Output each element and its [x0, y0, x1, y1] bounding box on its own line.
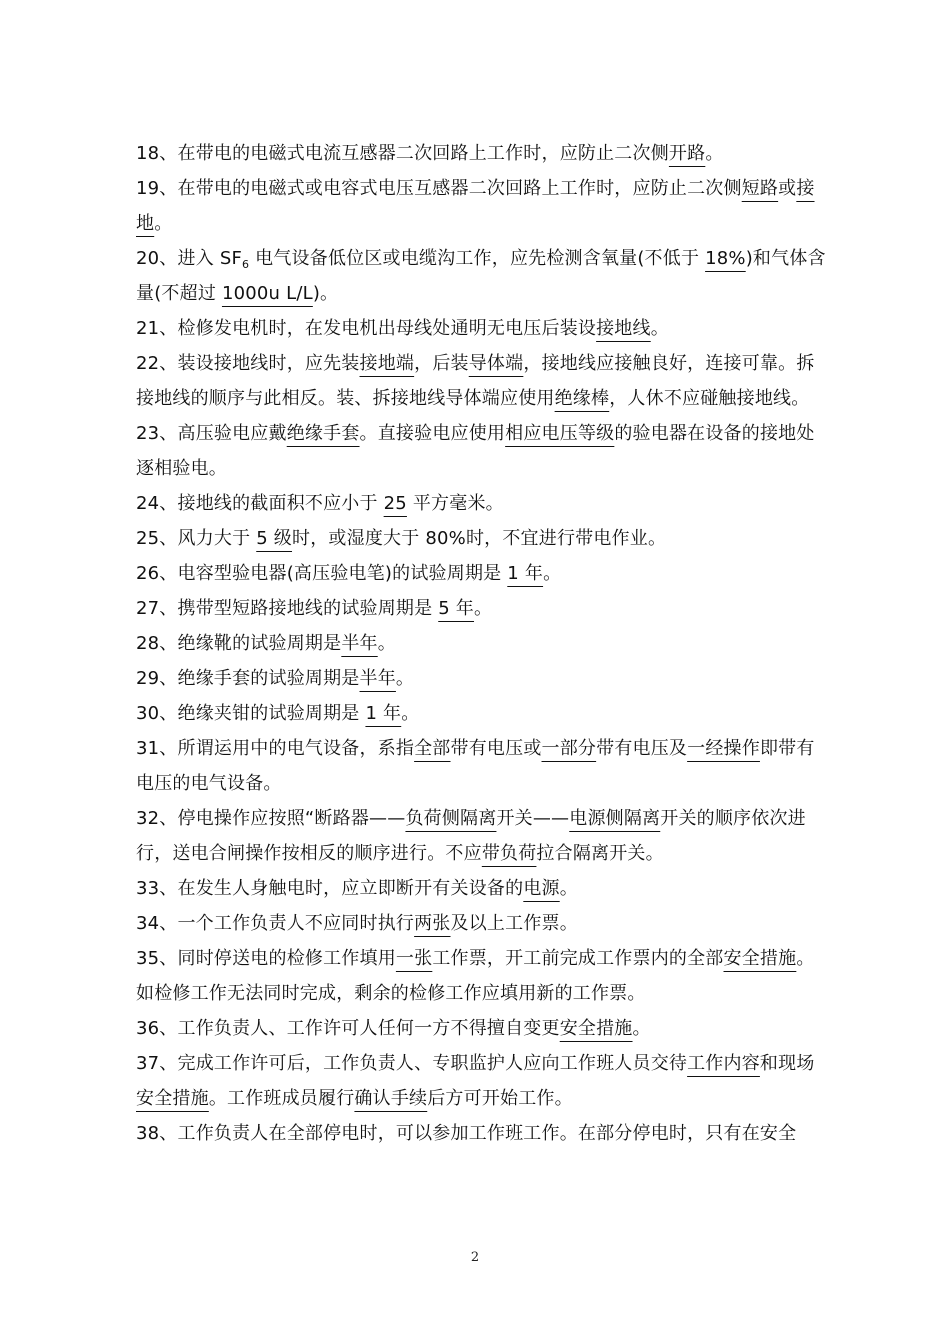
item-text: 33、在发生人身触电时，应立即断开有关设备的 — [136, 878, 524, 899]
item-text: 平方毫米。 — [406, 493, 504, 514]
item-text: 32、停电操作应按照“断路器—— — [136, 808, 406, 829]
item-text: 。 — [650, 318, 669, 339]
list-item — [136, 871, 826, 906]
item-text: 38、工作负责人在全部停电时，可以参加工作班工作。在部分停电时，只有在安全 — [136, 1123, 797, 1144]
answer-blank: 接地 — [136, 178, 815, 234]
list-item — [136, 1046, 826, 1116]
answer-blank: 1 年 — [507, 563, 544, 584]
item-text: 。 — [474, 598, 493, 619]
item-text: 19、在带电的电磁式或电容式电压互感器二次回路上工作时，应防止二次侧 — [136, 178, 742, 199]
item-text: 工作票，开工前完成工作票内的全部 — [432, 948, 724, 969]
answer-blank: 1000u L/L — [221, 283, 313, 304]
item-text: 和现场 — [759, 1053, 815, 1074]
list-item — [136, 241, 826, 311]
list-item — [136, 521, 826, 556]
list-item — [136, 416, 826, 486]
item-text: 。 — [705, 143, 724, 164]
item-text: ，接地线应接触良好，连接可靠。拆接地线的顺序与此相反。装、拆接地线导体端应使用 — [136, 353, 815, 409]
item-text: 电气设备低位区或电缆沟工作，应先检测含氧量(不低于 — [249, 248, 706, 269]
answer-blank: 1 年 — [365, 703, 402, 724]
item-text: 带有电压及 — [596, 738, 688, 759]
item-text: 36、工作负责人、工作许可人任何一方不得擅自变更 — [136, 1018, 560, 1039]
item-text: 25、风力大于 — [136, 528, 257, 549]
item-text: 。如检修工作无法同时完成，剩余的检修工作应填用新的工作票。 — [136, 948, 815, 1004]
item-text: 。 — [377, 633, 396, 654]
item-text: 开关的顺序依次进行，送电合闸操作按相反的顺序进行。不应 — [136, 808, 806, 864]
answer-blank: 安全措施 — [723, 948, 797, 969]
answer-blank: 绝缘棒 — [554, 388, 610, 409]
item-text: 或 — [778, 178, 797, 199]
answer-blank: 一经操作 — [687, 738, 760, 759]
item-text: 37、完成工作许可后，工作负责人、专职监护人应向工作班人员交待 — [136, 1053, 688, 1074]
list-item — [136, 556, 826, 591]
item-text: 30、绝缘夹钳的试验周期是 — [136, 703, 366, 724]
item-text: 拉合隔离开关。 — [536, 843, 664, 864]
answer-blank: 18% — [705, 248, 746, 269]
list-item — [136, 801, 826, 871]
answer-blank: 带负荷 — [481, 843, 537, 864]
item-text: 开关—— — [496, 808, 570, 829]
answer-blank: 5 年 — [438, 598, 475, 619]
answer-blank: 5 级 — [256, 528, 293, 549]
item-text: 。 — [543, 563, 562, 584]
item-text: 后方可开始工作。 — [427, 1088, 573, 1109]
answer-blank: 接地线 — [596, 318, 651, 339]
answer-blank: 半年 — [341, 633, 378, 654]
answer-blank: 两张 — [414, 913, 451, 934]
answer-blank: 工作内容 — [687, 1053, 760, 1074]
item-text: 21、检修发电机时，在发电机出母线处通明无电压后装设 — [136, 318, 597, 339]
item-text: 。 — [559, 878, 578, 899]
page-number: 2 — [470, 1250, 480, 1265]
list-item — [136, 1011, 826, 1046]
answer-blank: 半年 — [359, 668, 396, 689]
list-item — [136, 171, 826, 241]
item-text: 22、装设接地线时，应先装 — [136, 353, 360, 374]
item-text: 。 — [632, 1018, 651, 1039]
answer-blank: 确认手续 — [354, 1088, 428, 1109]
answer-blank: 一部分 — [541, 738, 597, 759]
answer-blank: 25 — [383, 493, 407, 514]
answer-blank: 全部 — [414, 738, 451, 759]
item-text: 。 — [154, 213, 173, 234]
item-text: 28、绝缘靴的试验周期是 — [136, 633, 342, 654]
answer-blank: 绝缘手套 — [286, 423, 360, 444]
answer-blank: 电源侧隔离 — [569, 808, 661, 829]
list-item — [136, 1116, 826, 1151]
list-item — [136, 311, 826, 346]
item-text: 29、绝缘手套的试验周期是 — [136, 668, 360, 689]
item-text: 。直接验电应使用 — [359, 423, 506, 444]
list-item — [136, 486, 826, 521]
item-text: 34、一个工作负责人不应同时执行 — [136, 913, 415, 934]
answer-blank: 开路 — [668, 143, 706, 164]
answer-blank: 一张 — [395, 948, 433, 969]
item-text: ，人休不应碰触接地线。 — [609, 388, 810, 409]
item-text: 35、同时停送电的检修工作填用 — [136, 948, 396, 969]
answer-blank: 安全措施 — [136, 1088, 209, 1109]
list-item — [136, 346, 826, 416]
document-body — [136, 136, 826, 1151]
answer-blank: 相应电压等级 — [505, 423, 615, 444]
item-text: 26、电容型验电器(高压验电笔)的试验周期是 — [136, 563, 508, 584]
list-item — [136, 136, 826, 171]
list-item — [136, 626, 826, 661]
list-item — [136, 591, 826, 626]
list-item — [136, 906, 826, 941]
item-text: 及以上工作票。 — [450, 913, 578, 934]
list-item — [136, 941, 826, 1011]
item-text: )。 — [312, 283, 339, 304]
answer-blank: 安全措施 — [559, 1018, 633, 1039]
item-text: ，后装 — [414, 353, 469, 374]
item-text: 带有电压或 — [450, 738, 542, 759]
subscript: 6 — [242, 258, 250, 271]
item-text: 23、高压验电应戴 — [136, 423, 287, 444]
list-item — [136, 696, 826, 731]
answer-blank: 负荷侧隔离 — [405, 808, 497, 829]
list-item — [136, 731, 826, 801]
item-text: 24、接地线的截面积不应小于 — [136, 493, 384, 514]
item-text: 。 — [395, 668, 415, 689]
item-text: 。 — [401, 703, 420, 724]
item-text: 即带有电压的电气设备。 — [136, 738, 815, 794]
item-text: 时，或湿度大于 80%时，不宜进行带电作业。 — [292, 528, 667, 549]
item-text: 27、携带型短路接地线的试验周期是 — [136, 598, 439, 619]
item-text: )和气体含量(不超过 — [136, 248, 826, 304]
item-text: 的验电器在设备的接地处逐相验电。 — [136, 423, 815, 479]
item-text: 31、所谓运用中的电气设备，系指 — [136, 738, 415, 759]
answer-blank: 短路 — [741, 178, 779, 199]
item-text: 18、在带电的电磁式电流互感器二次回路上工作时，应防止二次侧 — [136, 143, 669, 164]
answer-blank: 电源 — [523, 878, 560, 899]
answer-blank: 接地端 — [359, 353, 415, 374]
list-item — [136, 661, 826, 696]
item-text: 。工作班成员履行 — [208, 1088, 355, 1109]
answer-blank: 导体端 — [468, 353, 524, 374]
item-text: 20、进入 SF — [136, 248, 243, 269]
